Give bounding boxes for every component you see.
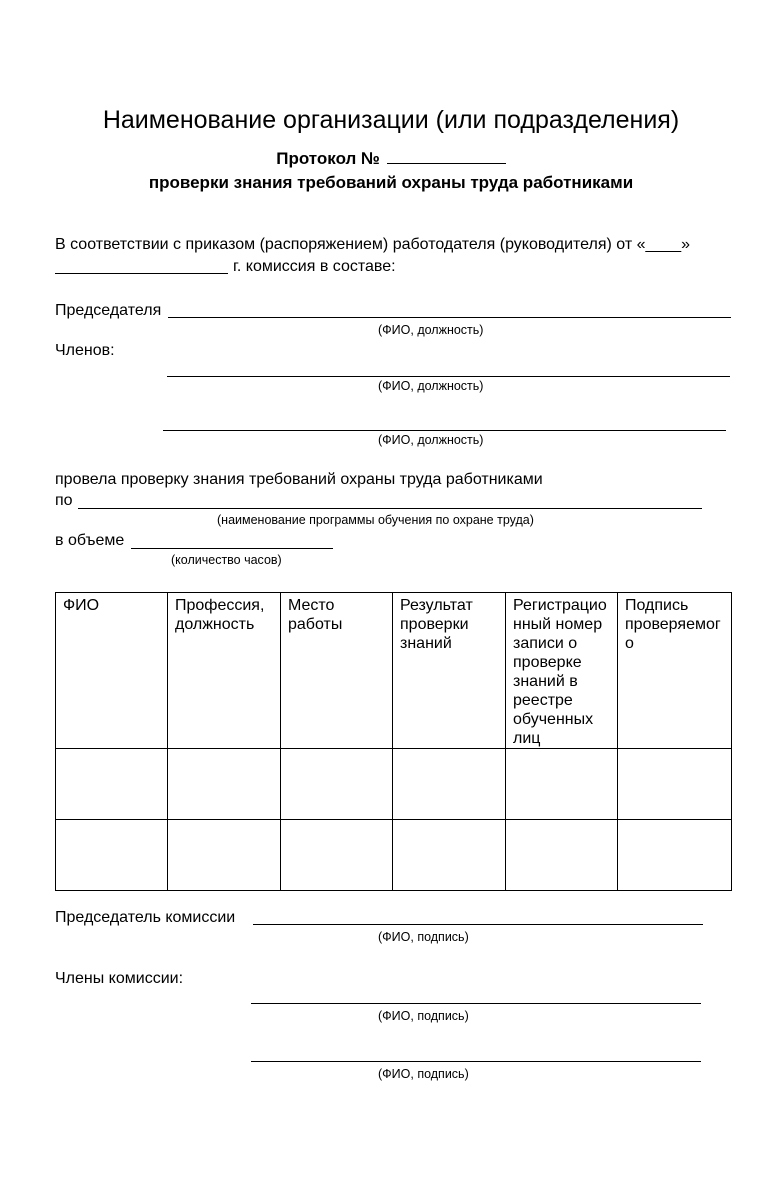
hours-blank[interactable]: [131, 548, 333, 549]
volume-prefix: в объеме: [55, 532, 125, 549]
table-cell[interactable]: [393, 749, 506, 820]
header-workplace: Место работы: [281, 593, 393, 749]
program-caption: (наименование программы обучения по охране труда): [217, 513, 534, 527]
program-prefix: по: [55, 492, 73, 509]
order-line: В соответствии с приказом (распоряжением) работодателя (руководителя) от «____»: [55, 236, 690, 253]
table-cell[interactable]: [618, 749, 732, 820]
sign-member-2-blank[interactable]: [251, 1061, 701, 1062]
sign-members-label: Члены комиссии:: [55, 970, 184, 987]
table-cell[interactable]: [393, 820, 506, 891]
sign-member-1-caption: (ФИО, подпись): [378, 1009, 469, 1023]
protocol-subtitle: проверки знания требований охраны труда работниками: [148, 173, 634, 192]
table-cell[interactable]: [56, 820, 168, 891]
table-cell[interactable]: [56, 749, 168, 820]
organization-title: Наименование организации (или подразделения): [102, 106, 680, 134]
sign-member-1-blank[interactable]: [251, 1003, 701, 1004]
hours-caption: (количество часов): [171, 553, 282, 567]
header-fio: ФИО: [56, 593, 168, 749]
date-year-blank[interactable]: [55, 273, 228, 274]
results-table: [55, 592, 732, 891]
program-blank[interactable]: [78, 508, 702, 509]
member-1-caption: (ФИО, должность): [378, 379, 484, 393]
sign-chairman-label: Председатель комиссии: [55, 909, 236, 926]
table-cell[interactable]: [281, 749, 393, 820]
table-cell[interactable]: [506, 820, 618, 891]
protocol-number-blank[interactable]: [387, 149, 506, 164]
table-cell[interactable]: [168, 749, 281, 820]
chairman-caption: (ФИО, должность): [378, 323, 484, 337]
protocol-title: [0, 149, 782, 169]
protocol-number-label: Протокол №: [276, 149, 381, 168]
member-2-blank[interactable]: [163, 430, 726, 431]
sign-chairman-blank[interactable]: [253, 924, 703, 925]
sign-member-2-caption: (ФИО, подпись): [378, 1067, 469, 1081]
table-row: [56, 749, 732, 820]
member-2-caption: (ФИО, должность): [378, 433, 484, 447]
table-cell[interactable]: [281, 820, 393, 891]
chairman-label: Председателя: [55, 302, 162, 319]
table-cell[interactable]: [618, 820, 732, 891]
members-label: Членов:: [55, 342, 115, 359]
table-cell[interactable]: [168, 820, 281, 891]
member-1-blank[interactable]: [167, 376, 730, 377]
header-result: Результат проверки знаний: [393, 593, 506, 749]
check-statement: провела проверку знания требований охраны труда работниками: [55, 471, 543, 488]
table-row: [56, 820, 732, 891]
header-profession: Профессия, должность: [168, 593, 281, 749]
table-header-row: [56, 593, 732, 749]
table-cell[interactable]: [506, 749, 618, 820]
commission-line: г. комиссия в составе:: [233, 258, 396, 275]
header-registration-number: Регистрационный номер записи о проверке знаний в реестре обученных лиц: [506, 593, 618, 749]
chairman-blank[interactable]: [168, 317, 731, 318]
sign-chairman-caption: (ФИО, подпись): [378, 930, 469, 944]
header-signature: Подпись проверяемого: [618, 593, 732, 749]
